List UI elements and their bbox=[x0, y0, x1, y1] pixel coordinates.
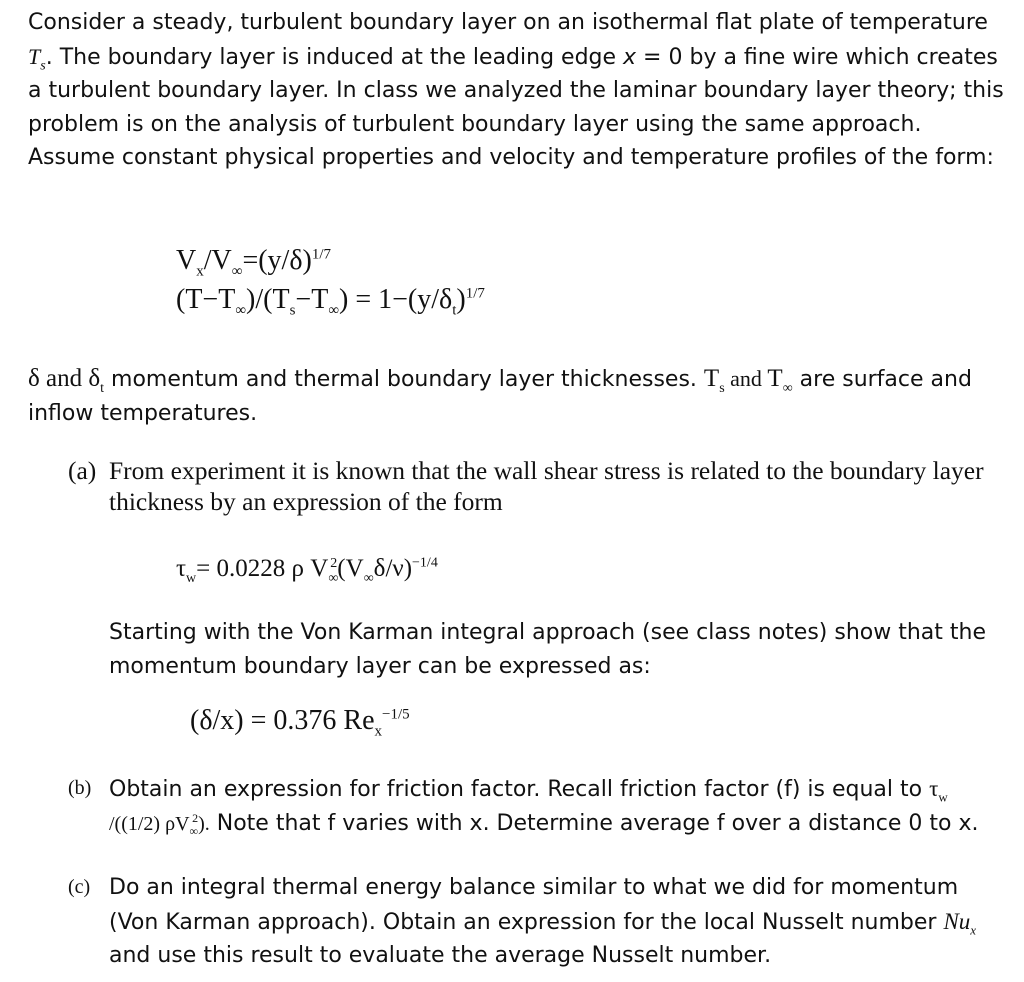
intro-text-2: . The boundary layer is induced at the leading edge bbox=[45, 44, 624, 70]
part-a-von-karman-text: Starting with the Von Karman integral approach (see class notes) show that the momentum boundary layer can be expressed as: bbox=[109, 620, 986, 679]
x-symbol: x bbox=[623, 44, 637, 70]
intro-text-3: = 0 by a fine wire which creates a turbulent boundary layer. In class we analyzed the laminar boundary layer theory; this problem is on the analysis of turbulent boundary layer using the same approach. Assume constant physical properties and velocity and temperature profiles of the form: bbox=[28, 44, 1004, 170]
intro-text-1: Consider a steady, turbulent boundary layer on an isothermal flat plate of temperature bbox=[28, 10, 988, 35]
delta-thickness-equation: (δ/x) = 0.376 $Re_x^{-1/5}$ bbox=[190, 705, 410, 740]
tinf-label: $T_\infty$ bbox=[767, 365, 793, 396]
part-b-label: (b) bbox=[68, 777, 92, 799]
tau-w-symbol: $\tau_w$ bbox=[929, 776, 948, 805]
friction-denominator: /((1/2) $\rho V_\infty^2$). bbox=[109, 810, 210, 838]
velocity-profile-equation: $V_x/V_\infty=(y/\delta)^{1/7}$ bbox=[176, 245, 332, 280]
part-a-text: From experiment it is known that the wall shear stress is related to the boundary layer thickness by an expression of the form bbox=[109, 456, 984, 516]
part-c-label: (c) bbox=[68, 876, 91, 898]
ts-symbol: $T_s$ bbox=[28, 43, 46, 73]
shear-stress-equation: $\tau_w= 0.0228$ ρ $V_\infty^2(V_\infty\delta/\nu)^{-1/4}$ bbox=[176, 555, 438, 586]
ts-label: $T_s$ bbox=[703, 365, 725, 396]
delta-symbols: δ and $\delta_t$ bbox=[28, 365, 105, 396]
nusselt-symbol: $Nu_x$ bbox=[943, 908, 977, 938]
part-c-text: Do an integral thermal energy balance similar to what we did for momentum (Von Karman approach). Obtain an expression for the local Nusselt number $Nu_x$ and use this result to evaluate the average Nusselt number. bbox=[109, 875, 977, 968]
intro-paragraph bbox=[28, 6, 1013, 175]
part-b-text: Obtain an expression for friction factor. Recall friction factor (f) is equal to $\tau_w$ /((1/2) $\rho V_\infty^2$). Note that f varies with x. Determine average f over a distance 0 to x. bbox=[109, 776, 979, 838]
temperature-profile-equation: $(T-T_\infty)/(T_s-T_\infty) = 1-(y/\delta_t)^{1/7}$ bbox=[176, 284, 485, 319]
definitions-paragraph: δ and $\delta_t$ momentum and thermal boundary layer thicknesses. $T_s$ and $T_\infty$ are surface and inflow temperatures. bbox=[28, 365, 972, 426]
part-a-label: (a) bbox=[68, 456, 97, 485]
